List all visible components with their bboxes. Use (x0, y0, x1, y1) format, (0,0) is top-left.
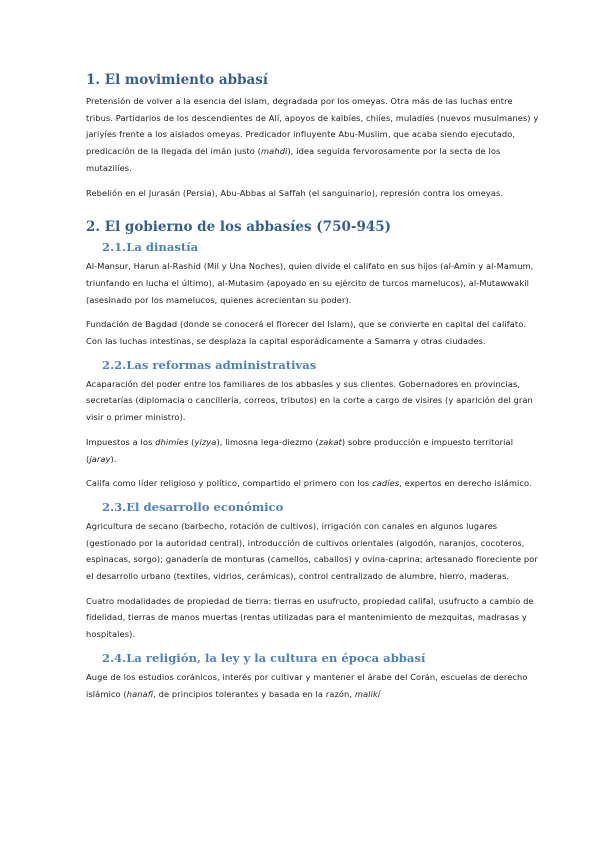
subsection-heading: 2.1.La dinastía (102, 240, 199, 255)
subsection-dynasty (86, 240, 539, 350)
paragraph: Impuestos a los dhimíes (yizya), limosna lega-diezmo (zakat) sobre producción e impuesto territorial (jaray). (86, 436, 514, 464)
section-abbasid-government (86, 219, 539, 702)
paragraph: Califa como líder religioso y político, compartido el primero con los cadíes, expertos en derecho islámico. (86, 478, 532, 489)
paragraph: Fundación de Bagdad (donde se conocerá el florecer del Islam), que se convierte en capital del califato. Con las luchas intestinas, se desplaza la capital esporádicamente a Samarra y otras ciudades. (86, 319, 526, 347)
subsection-administrative-reforms (86, 358, 539, 492)
subsection-religion-law-culture (86, 651, 539, 702)
subsection-heading: 2.4.La religión, la ley y la cultura en época abbasí (102, 650, 426, 665)
paragraph: Agricultura de secano (barbecho, rotación de cultivos), irrigación con canales en algunos lugares (gestionado por la autoridad central), introducción de cultivos orientales (algodón, naranjos, cocoteros, espinacas, sorgo); ganadería de monturas (camellos, caballos) y ovina-caprina; artesanado floreciente por el desarrollo urbano (textiles, vidrios, cerámicas), control centralizado de alumbre, hierro, maderas. (86, 520, 538, 582)
subsection-economic-development (86, 500, 539, 643)
subsection-heading: 2.3.El desarrollo económico (102, 499, 284, 514)
paragraph: Cuatro modalidades de propiedad de tierra: tierras en usufructo, propiedad califal, usufructo a cambio de fidelidad, tierras de manos muertas (rentas utilizadas para el mantenimiento de mezquitas, madrasas y hospitales). (86, 595, 534, 640)
paragraph: Rebelión en el Jurasán (Persia), Abu-Abbas al Saffah (el sanguinario), represión contra los omeyas. (86, 187, 504, 198)
paragraph: Pretensión de volver a la esencia del islam, degradada por los omeyas. Otra más de las luchas entre tribus. Partidarios de los descendientes de Alí, apoyos de kalbíes, chiíes, muladíes (nuevos musulmanes) y jariyíes frente a los aislados omeyas. Predicador influyente Abu-Muslim, que acaba siendo ejecutado, predicación de la llegada del imán justo (mahdi), idea seguida fervorosamente por la secta de los mutazilíes. (86, 96, 539, 173)
section-heading: 2. El gobierno de los abbasíes (750-945) (86, 219, 392, 236)
section-abbasi-movement (86, 72, 539, 201)
subsection-heading: 2.2.Las reformas administrativas (102, 357, 317, 372)
section-heading: 1. El movimiento abbasí (86, 72, 269, 88)
paragraph: Al-Mansur, Harun al-Rashid (Mil y Una Noches), quien divide el califato en sus hijos (al-Amin y al-Mamum, triunfando en lucha el último), al-Mutasim (apoyado en su ejército de turcos mamelucos), al-Mutawwakil (asesinado por los mamelucos, quienes acrecientan su poder). (86, 261, 534, 305)
paragraph: Auge de los estudios coránicos, interés por cultivar y mantener el árabe del Corán, escuelas de derecho islámico (hanafí, de principios tolerantes y basada en la razón, malikí (86, 671, 528, 699)
paragraph: Acaparación del poder entre los familiares de los abbasíes y sus clientes. Gobernadores en provincias, secretarías (diplomacia o cancillería, correos, tributos) en la corte a cargo de visires (y aparición del gran visir o primer ministro). (86, 378, 533, 423)
